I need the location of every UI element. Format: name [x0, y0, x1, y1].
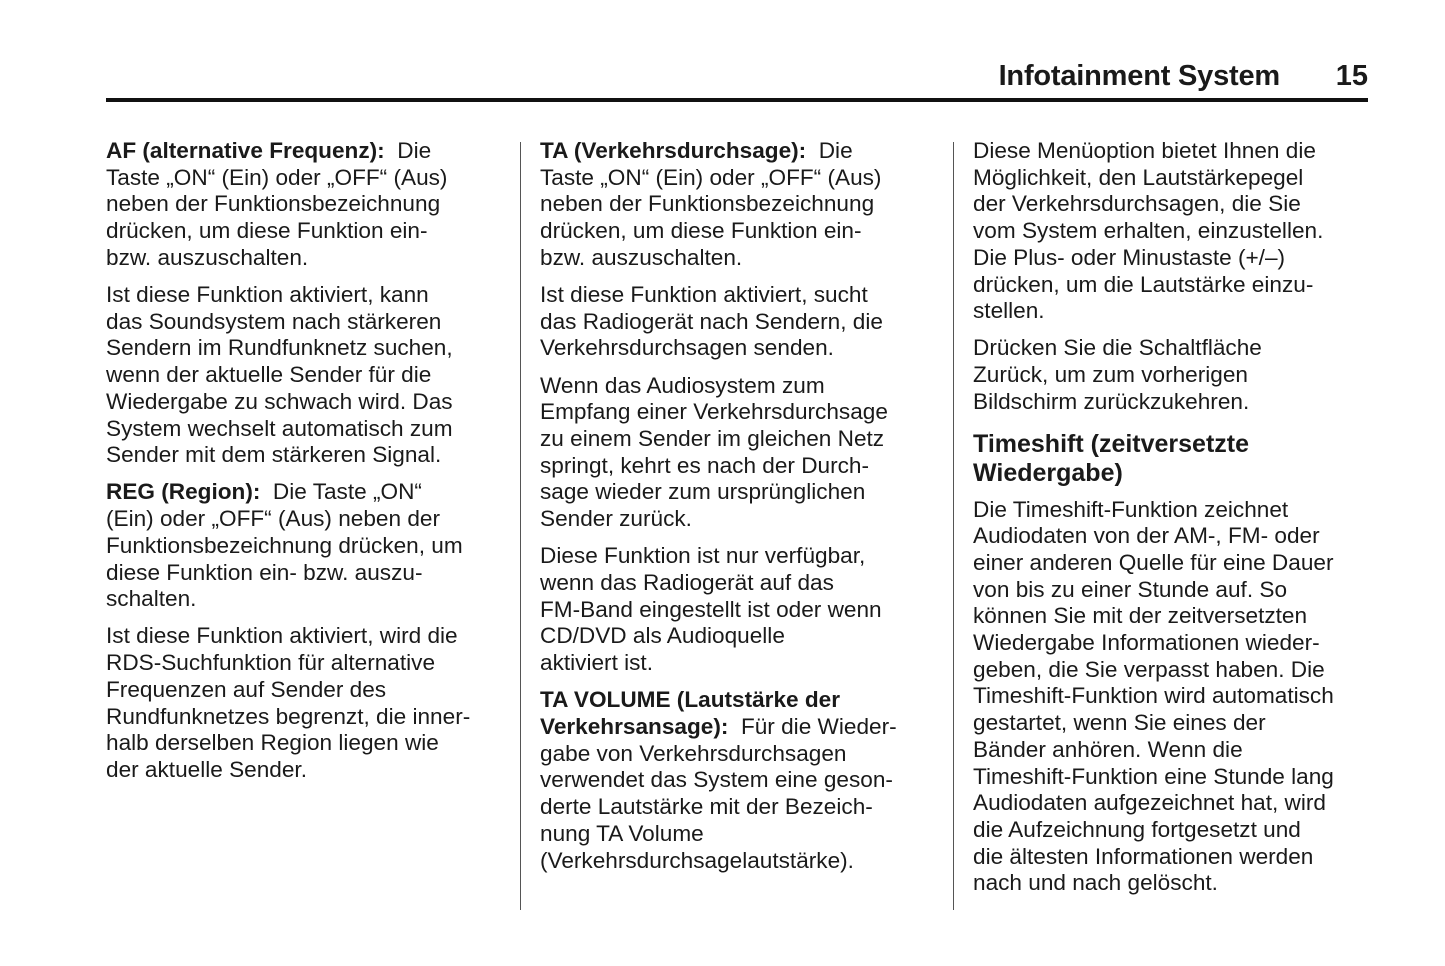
text-line [540, 821, 940, 848]
text-line [973, 191, 1373, 218]
body-text: schalten. [106, 586, 197, 612]
text-line [106, 704, 511, 731]
body-text: geben, die Sie verpasst haben. Die [973, 656, 1325, 682]
body-text: nung TA Volume [540, 820, 704, 846]
paragraph [106, 479, 511, 613]
body-text: Wiedergabe) [973, 458, 1123, 487]
text-line [106, 335, 511, 362]
body-text: Taste „ON“ (Ein) oder „OFF“ (Aus) [540, 164, 882, 190]
text-line [106, 586, 511, 613]
text-column-2 [540, 138, 940, 885]
text-line [973, 430, 1373, 459]
text-line [973, 603, 1373, 630]
text-line [540, 282, 940, 309]
body-text: der Verkehrsdurchsagen, die Sie [973, 191, 1301, 217]
body-text: Audiodaten von der AM-, FM- oder [973, 523, 1320, 549]
body-text: Die Plus- oder Minustaste (+/–) [973, 244, 1286, 270]
text-line [106, 442, 511, 469]
body-text: Diese Funktion ist nur verfügbar, [540, 543, 866, 569]
body-text: Timeshift (zeitversetzte [973, 429, 1250, 458]
text-line [540, 597, 940, 624]
text-line [540, 741, 940, 768]
text-line [540, 335, 940, 362]
text-line [973, 245, 1373, 272]
text-line [973, 683, 1373, 710]
body-text: nach und nach gelöscht. [973, 870, 1218, 896]
body-text: Audiodaten aufgezeichnet hat, wird [973, 790, 1326, 816]
text-line [106, 138, 511, 165]
text-line [540, 218, 940, 245]
text-line [973, 335, 1373, 362]
text-line [973, 389, 1373, 416]
body-text: Frequenzen auf Sender des [106, 676, 387, 702]
body-text: Wenn das Audiosystem zum [540, 372, 825, 398]
body-text: Taste „ON“ (Ein) oder „OFF“ (Aus) [106, 164, 448, 190]
body-text: zu einem Sender im gleichen Netz [540, 426, 885, 452]
body-text: Die Timeshift-Funktion zeichnet [973, 496, 1289, 522]
paragraph [540, 543, 940, 677]
paragraph [540, 687, 940, 874]
text-line [540, 138, 940, 165]
text-line [106, 560, 511, 587]
text-line [540, 848, 940, 875]
text-line [540, 543, 940, 570]
text-line [540, 309, 940, 336]
text-line [973, 550, 1373, 577]
paragraph [540, 138, 940, 272]
text-line [540, 570, 940, 597]
text-line [106, 389, 511, 416]
body-text: Ist diese Funktion aktiviert, kann [106, 282, 429, 308]
paragraph [540, 282, 940, 362]
body-text: gestartet, wenn Sie eines der [973, 710, 1266, 736]
body-text: Sendern im Rundfunknetz suchen, [106, 335, 453, 361]
text-line [973, 577, 1373, 604]
body-text: Sender mit dem stärkeren Signal. [106, 442, 442, 468]
body-text: Möglichkeit, den Lautstärkepegel [973, 164, 1304, 190]
body-text: bzw. auszuschalten. [106, 244, 309, 270]
text-line [540, 426, 940, 453]
body-text: einer anderen Quelle für eine Dauer [973, 549, 1334, 575]
text-line [106, 677, 511, 704]
text-line [106, 479, 511, 506]
body-text: können Sie mit der zeitversetzten [973, 603, 1308, 629]
text-line [973, 298, 1373, 325]
body-text: System wechselt automatisch zum [106, 415, 453, 441]
text-line [106, 533, 511, 560]
text-line [106, 757, 511, 784]
text-line [540, 650, 940, 677]
body-text: das Soundsystem nach stärkeren [106, 308, 442, 334]
text-line [973, 497, 1373, 524]
paragraph [106, 282, 511, 469]
body-text: diese Funktion ein- bzw. auszu- [106, 559, 423, 585]
text-line [106, 245, 511, 272]
text-line [540, 453, 940, 480]
body-text: Ist diese Funktion aktiviert, sucht [540, 282, 868, 308]
body-text: stellen. [973, 298, 1045, 324]
body-text: Bänder anhören. Wenn die [973, 736, 1243, 762]
paragraph [106, 138, 511, 272]
text-line [540, 714, 940, 741]
text-line [106, 416, 511, 443]
body-text: Ist diese Funktion aktiviert, wird die [106, 623, 458, 649]
text-line [973, 844, 1373, 871]
text-line [106, 730, 511, 757]
body-text: von bis zu einer Stunde auf. So [973, 576, 1288, 602]
text-line [973, 459, 1373, 488]
body-text: derte Lautstärke mit der Bezeich- [540, 794, 873, 820]
term-label: Verkehrsansage): [540, 714, 729, 740]
text-line [540, 623, 940, 650]
body-text: (Ein) oder „OFF“ (Aus) neben der [106, 506, 440, 532]
column-divider-2 [953, 142, 954, 910]
body-text: Wiedergabe zu schwach wird. Das [106, 388, 453, 414]
text-line [106, 309, 511, 336]
text-line [540, 687, 940, 714]
body-text: Verkehrsdurchsagen senden. [540, 335, 834, 361]
body-text: die Aufzeichnung fortgesetzt und [973, 816, 1301, 842]
body-text: (Verkehrsdurchsagelautstärke). [540, 847, 854, 873]
text-line [973, 165, 1373, 192]
term-label: REG (Region): [106, 479, 261, 505]
text-line [106, 650, 511, 677]
paragraph [973, 497, 1373, 898]
text-line [540, 373, 940, 400]
body-text: halb derselben Region liegen wie [106, 730, 439, 756]
text-line [973, 657, 1373, 684]
text-line [540, 506, 940, 533]
body-text: Die Taste „ON“ [260, 479, 422, 505]
text-line [973, 790, 1373, 817]
body-text: Rundfunknetzes begrenzt, die inner- [106, 703, 471, 729]
text-column-3 [973, 138, 1373, 908]
page-number: 15 [1335, 60, 1368, 92]
text-line [973, 737, 1373, 764]
term-label: AF (alternative Frequenz): [106, 138, 385, 163]
body-text: Die [806, 138, 853, 163]
body-text: RDS-Suchfunktion für alternative [106, 650, 436, 676]
text-line [973, 630, 1373, 657]
paragraph [106, 623, 511, 783]
body-text: Die [384, 138, 432, 163]
text-line [106, 362, 511, 389]
body-text: der aktuelle Sender. [106, 756, 307, 782]
body-text: Timeshift-Funktion eine Stunde lang [973, 763, 1334, 789]
text-line [973, 272, 1373, 299]
text-line [106, 165, 511, 192]
body-text: gabe von Verkehrsdurchsagen [540, 740, 847, 766]
body-text: Bildschirm zurückzukehren. [973, 388, 1250, 414]
body-text: CD/DVD als Audioquelle [540, 623, 785, 649]
body-text: drücken, um die Lautstärke einzu- [973, 271, 1314, 297]
body-text: Wiedergabe Informationen wieder- [973, 630, 1320, 656]
body-text: wenn das Radiogerät auf das [540, 570, 834, 596]
page-header [106, 58, 1368, 102]
body-text: das Radiogerät nach Sendern, die [540, 308, 883, 334]
body-text: springt, kehrt es nach der Durch- [540, 452, 870, 478]
body-text: Empfang einer Verkehrsdurchsage [540, 399, 888, 425]
body-text: neben der Funktionsbezeichnung [106, 191, 441, 217]
text-line [106, 282, 511, 309]
body-text: vom System erhalten, einzustellen. [973, 218, 1324, 244]
body-text: drücken, um diese Funktion ein- [540, 218, 862, 244]
body-text: FM-Band eingestellt ist oder wenn [540, 596, 882, 622]
text-line [973, 710, 1373, 737]
text-line [106, 191, 511, 218]
text-line [540, 794, 940, 821]
text-line [973, 870, 1373, 897]
body-text: sage wieder zum ursprünglichen [540, 479, 866, 505]
text-line [106, 623, 511, 650]
term-label: TA (Verkehrsdurchsage): [540, 138, 807, 163]
text-line [540, 165, 940, 192]
body-text: Sender zurück. [540, 506, 692, 532]
body-text: wenn der aktuelle Sender für die [106, 362, 432, 388]
body-text: bzw. auszuschalten. [540, 244, 743, 270]
section-title: Infotainment System [998, 60, 1280, 92]
text-line [973, 138, 1373, 165]
body-text: Zurück, um zum vorherigen [973, 362, 1248, 388]
body-text: Drücken Sie die Schaltfläche [973, 335, 1262, 361]
body-text: Timeshift-Funktion wird automatisch [973, 683, 1334, 709]
body-text: drücken, um diese Funktion ein- [106, 218, 428, 244]
body-text: Funktionsbezeichnung drücken, um [106, 532, 463, 558]
paragraph [973, 335, 1373, 415]
text-column-1 [106, 138, 511, 794]
text-line [540, 245, 940, 272]
body-text: Für die Wieder- [728, 714, 897, 740]
column-divider-1 [520, 142, 521, 910]
text-line [106, 506, 511, 533]
paragraph [973, 138, 1373, 325]
text-line [540, 399, 940, 426]
text-line [973, 817, 1373, 844]
text-line [540, 479, 940, 506]
body-text: aktiviert ist. [540, 650, 653, 676]
body-text: Diese Menüoption bietet Ihnen die [973, 138, 1316, 163]
section-heading [973, 430, 1373, 488]
text-line [973, 362, 1373, 389]
term-label: TA VOLUME (Lautstärke der [540, 687, 841, 713]
text-line [973, 218, 1373, 245]
body-text: die ältesten Informationen werden [973, 843, 1314, 869]
text-line [106, 218, 511, 245]
body-text: verwendet das System eine geson- [540, 767, 893, 793]
body-text: neben der Funktionsbezeichnung [540, 191, 875, 217]
text-line [540, 767, 940, 794]
paragraph [540, 373, 940, 533]
text-line [973, 764, 1373, 791]
text-line [540, 191, 940, 218]
text-line [973, 523, 1373, 550]
